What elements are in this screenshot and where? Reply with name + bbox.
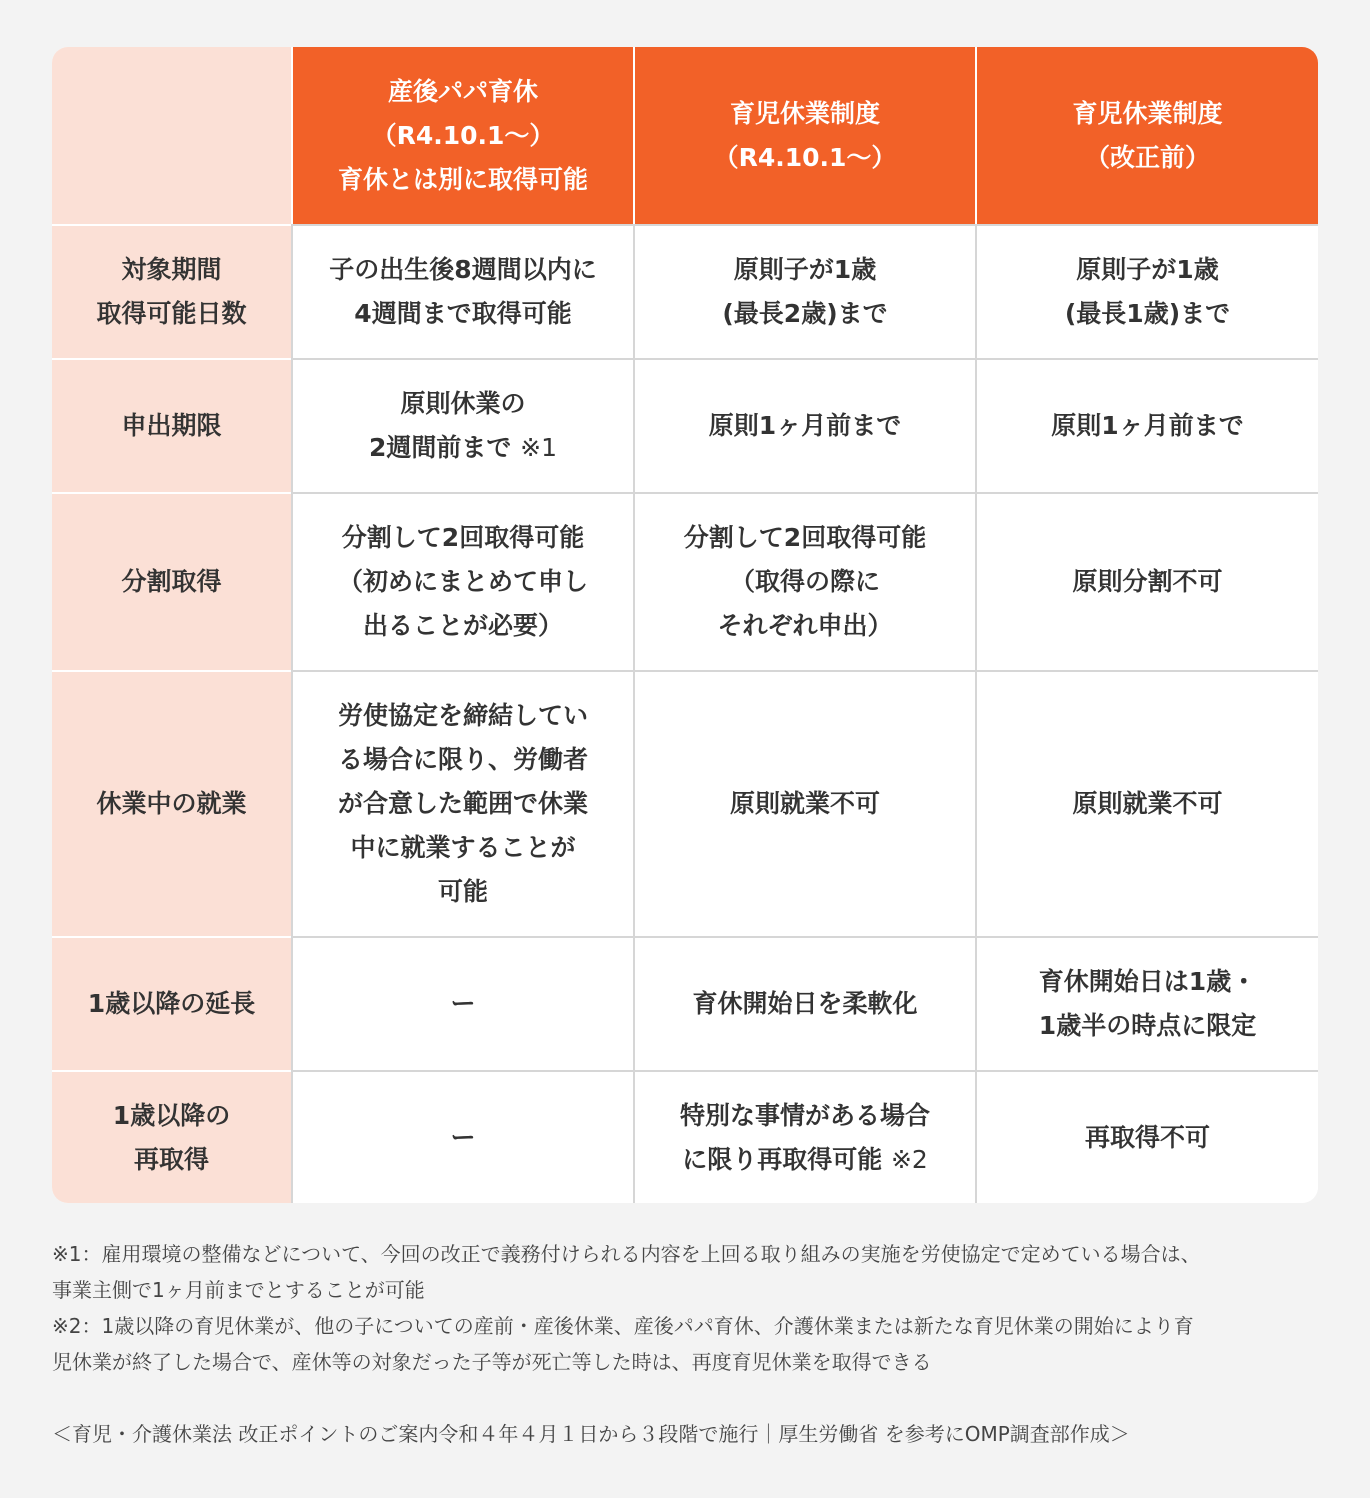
table-header-row <box>52 47 1318 224</box>
cell-line: それぞれ申出） <box>717 611 893 640</box>
cell-line: ー <box>450 989 476 1018</box>
table-cell <box>291 492 633 670</box>
cell-line: 可能 <box>437 877 488 906</box>
header-corner-cell <box>52 47 291 224</box>
table-row <box>52 936 1318 1070</box>
row-label: 1歳以降の <box>112 1100 231 1130</box>
source-citation: ＜育児・介護休業法 改正ポイントのご案内令和４年４月１日から３段階で施行｜厚生労働省 を参考にOMP調査部作成＞ <box>52 1422 1130 1446</box>
cell-line: 原則就業不可 <box>1072 789 1223 818</box>
comparison-table-wrapper <box>52 47 1318 1203</box>
header-cell-childcare-old <box>975 47 1318 224</box>
row-label-cell <box>52 492 291 670</box>
row-label: 申出期限 <box>121 411 222 440</box>
table-row <box>52 1070 1318 1203</box>
cell-line: る場合に限り、労働者 <box>337 745 588 774</box>
header-cell-childcare-new <box>633 47 975 224</box>
table-cell <box>975 492 1318 670</box>
footnote-2-line: ※2：1歳以降の育児休業が、他の子についての産前・産後休業、産後パパ育休、介護休業または新たな育児休業の開始により育 <box>52 1314 1194 1338</box>
row-label: 再取得 <box>133 1144 209 1174</box>
cell-line: （初めにまとめて申し <box>337 567 588 596</box>
header-line: 育児休業制度 <box>1072 98 1223 128</box>
cell-line: 再取得不可 <box>1084 1122 1210 1152</box>
table-cell <box>633 224 975 358</box>
cell-line: 原則1ヶ月前まで <box>1051 411 1244 440</box>
table-cell <box>633 1070 975 1203</box>
table-row <box>52 492 1318 670</box>
cell-line <box>655 1138 955 1182</box>
footnote-marker: ※1 <box>520 433 557 462</box>
header-line: （R4.10.1〜） <box>371 120 555 150</box>
table-row <box>52 670 1318 936</box>
row-label: 1歳以降の延長 <box>87 989 256 1018</box>
cell-line: 原則子が1歳 <box>733 255 877 284</box>
cell-line: 原則子が1歳 <box>1076 255 1219 284</box>
header-line: 産後パパ育休 <box>387 76 538 106</box>
row-label-cell <box>52 936 291 1070</box>
table-cell <box>633 492 975 670</box>
cell-line: 出ることが必要） <box>362 611 563 640</box>
table-row <box>52 224 1318 358</box>
table-cell <box>975 670 1318 936</box>
cell-text: に限り再取得可能 <box>682 1144 883 1174</box>
cell-line: (最長1歳)まで <box>1064 299 1231 328</box>
footnotes <box>52 1236 1318 1452</box>
row-label-cell <box>52 358 291 492</box>
row-label-cell <box>52 1070 291 1203</box>
cell-line: ー <box>450 1122 476 1152</box>
cell-line: 原則分割不可 <box>1072 567 1223 596</box>
row-label-cell <box>52 670 291 936</box>
cell-line: 4週間まで取得可能 <box>354 299 572 328</box>
cell-line: 育休開始日を柔軟化 <box>692 989 918 1018</box>
cell-line: （取得の際に <box>729 567 880 596</box>
row-label-cell <box>52 224 291 358</box>
cell-line: 分割して2回取得可能 <box>683 523 927 552</box>
cell-line: (最長2歳)まで <box>722 299 888 328</box>
cell-line: 1歳半の時点に限定 <box>1038 1011 1257 1040</box>
row-label: 休業中の就業 <box>96 789 247 818</box>
header-line: 育休とは別に取得可能 <box>337 164 588 194</box>
cell-line: が合意した範囲で休業 <box>337 789 588 818</box>
header-cell-papa-leave <box>291 47 633 224</box>
cell-line: 中に就業することが <box>350 833 576 862</box>
cell-line: 原則就業不可 <box>729 789 880 818</box>
header-line: （改正前） <box>1084 142 1210 172</box>
row-label: 取得可能日数 <box>96 299 247 328</box>
cell-line <box>313 426 613 470</box>
table-cell <box>975 358 1318 492</box>
row-label: 分割取得 <box>121 567 222 596</box>
table-cell <box>291 936 633 1070</box>
table-cell <box>291 670 633 936</box>
cell-line: 原則1ヶ月前まで <box>708 411 902 440</box>
row-label: 対象期間 <box>121 255 222 284</box>
table-cell <box>633 358 975 492</box>
cell-line: 育休開始日は1歳・ <box>1038 967 1257 996</box>
table-cell <box>975 224 1318 358</box>
footnote-1-line: 事業主側で1ヶ月前までとすることが可能 <box>52 1278 425 1302</box>
table-cell <box>291 358 633 492</box>
cell-line: 労使協定を締結してい <box>337 701 588 730</box>
cell-line: 子の出生後8週間以内に <box>329 255 597 284</box>
footnote-1-line: ※1：雇用環境の整備などについて、今回の改正で義務付けられる内容を上回る取り組みの実施を労使協定で定めている場合は、 <box>52 1242 1201 1266</box>
footnote-2-line: 児休業が終了した場合で、産休等の対象だった子等が死亡等した時は、再度育児休業を取得できる <box>52 1350 932 1374</box>
table-cell <box>633 670 975 936</box>
table-cell <box>975 936 1318 1070</box>
header-line: 育児休業制度 <box>729 98 880 128</box>
cell-line: 分割して2回取得可能 <box>341 523 585 552</box>
header-line: （R4.10.1〜） <box>713 142 897 172</box>
cell-line: 原則休業の <box>400 389 526 418</box>
cell-text: 2週間前まで <box>369 433 512 462</box>
table-cell <box>291 224 633 358</box>
table-cell <box>975 1070 1318 1203</box>
table-cell <box>291 1070 633 1203</box>
footnote-marker: ※2 <box>890 1144 928 1174</box>
comparison-table <box>52 47 1318 1203</box>
cell-line: 特別な事情がある場合 <box>679 1100 930 1130</box>
table-row <box>52 358 1318 492</box>
table-cell <box>633 936 975 1070</box>
